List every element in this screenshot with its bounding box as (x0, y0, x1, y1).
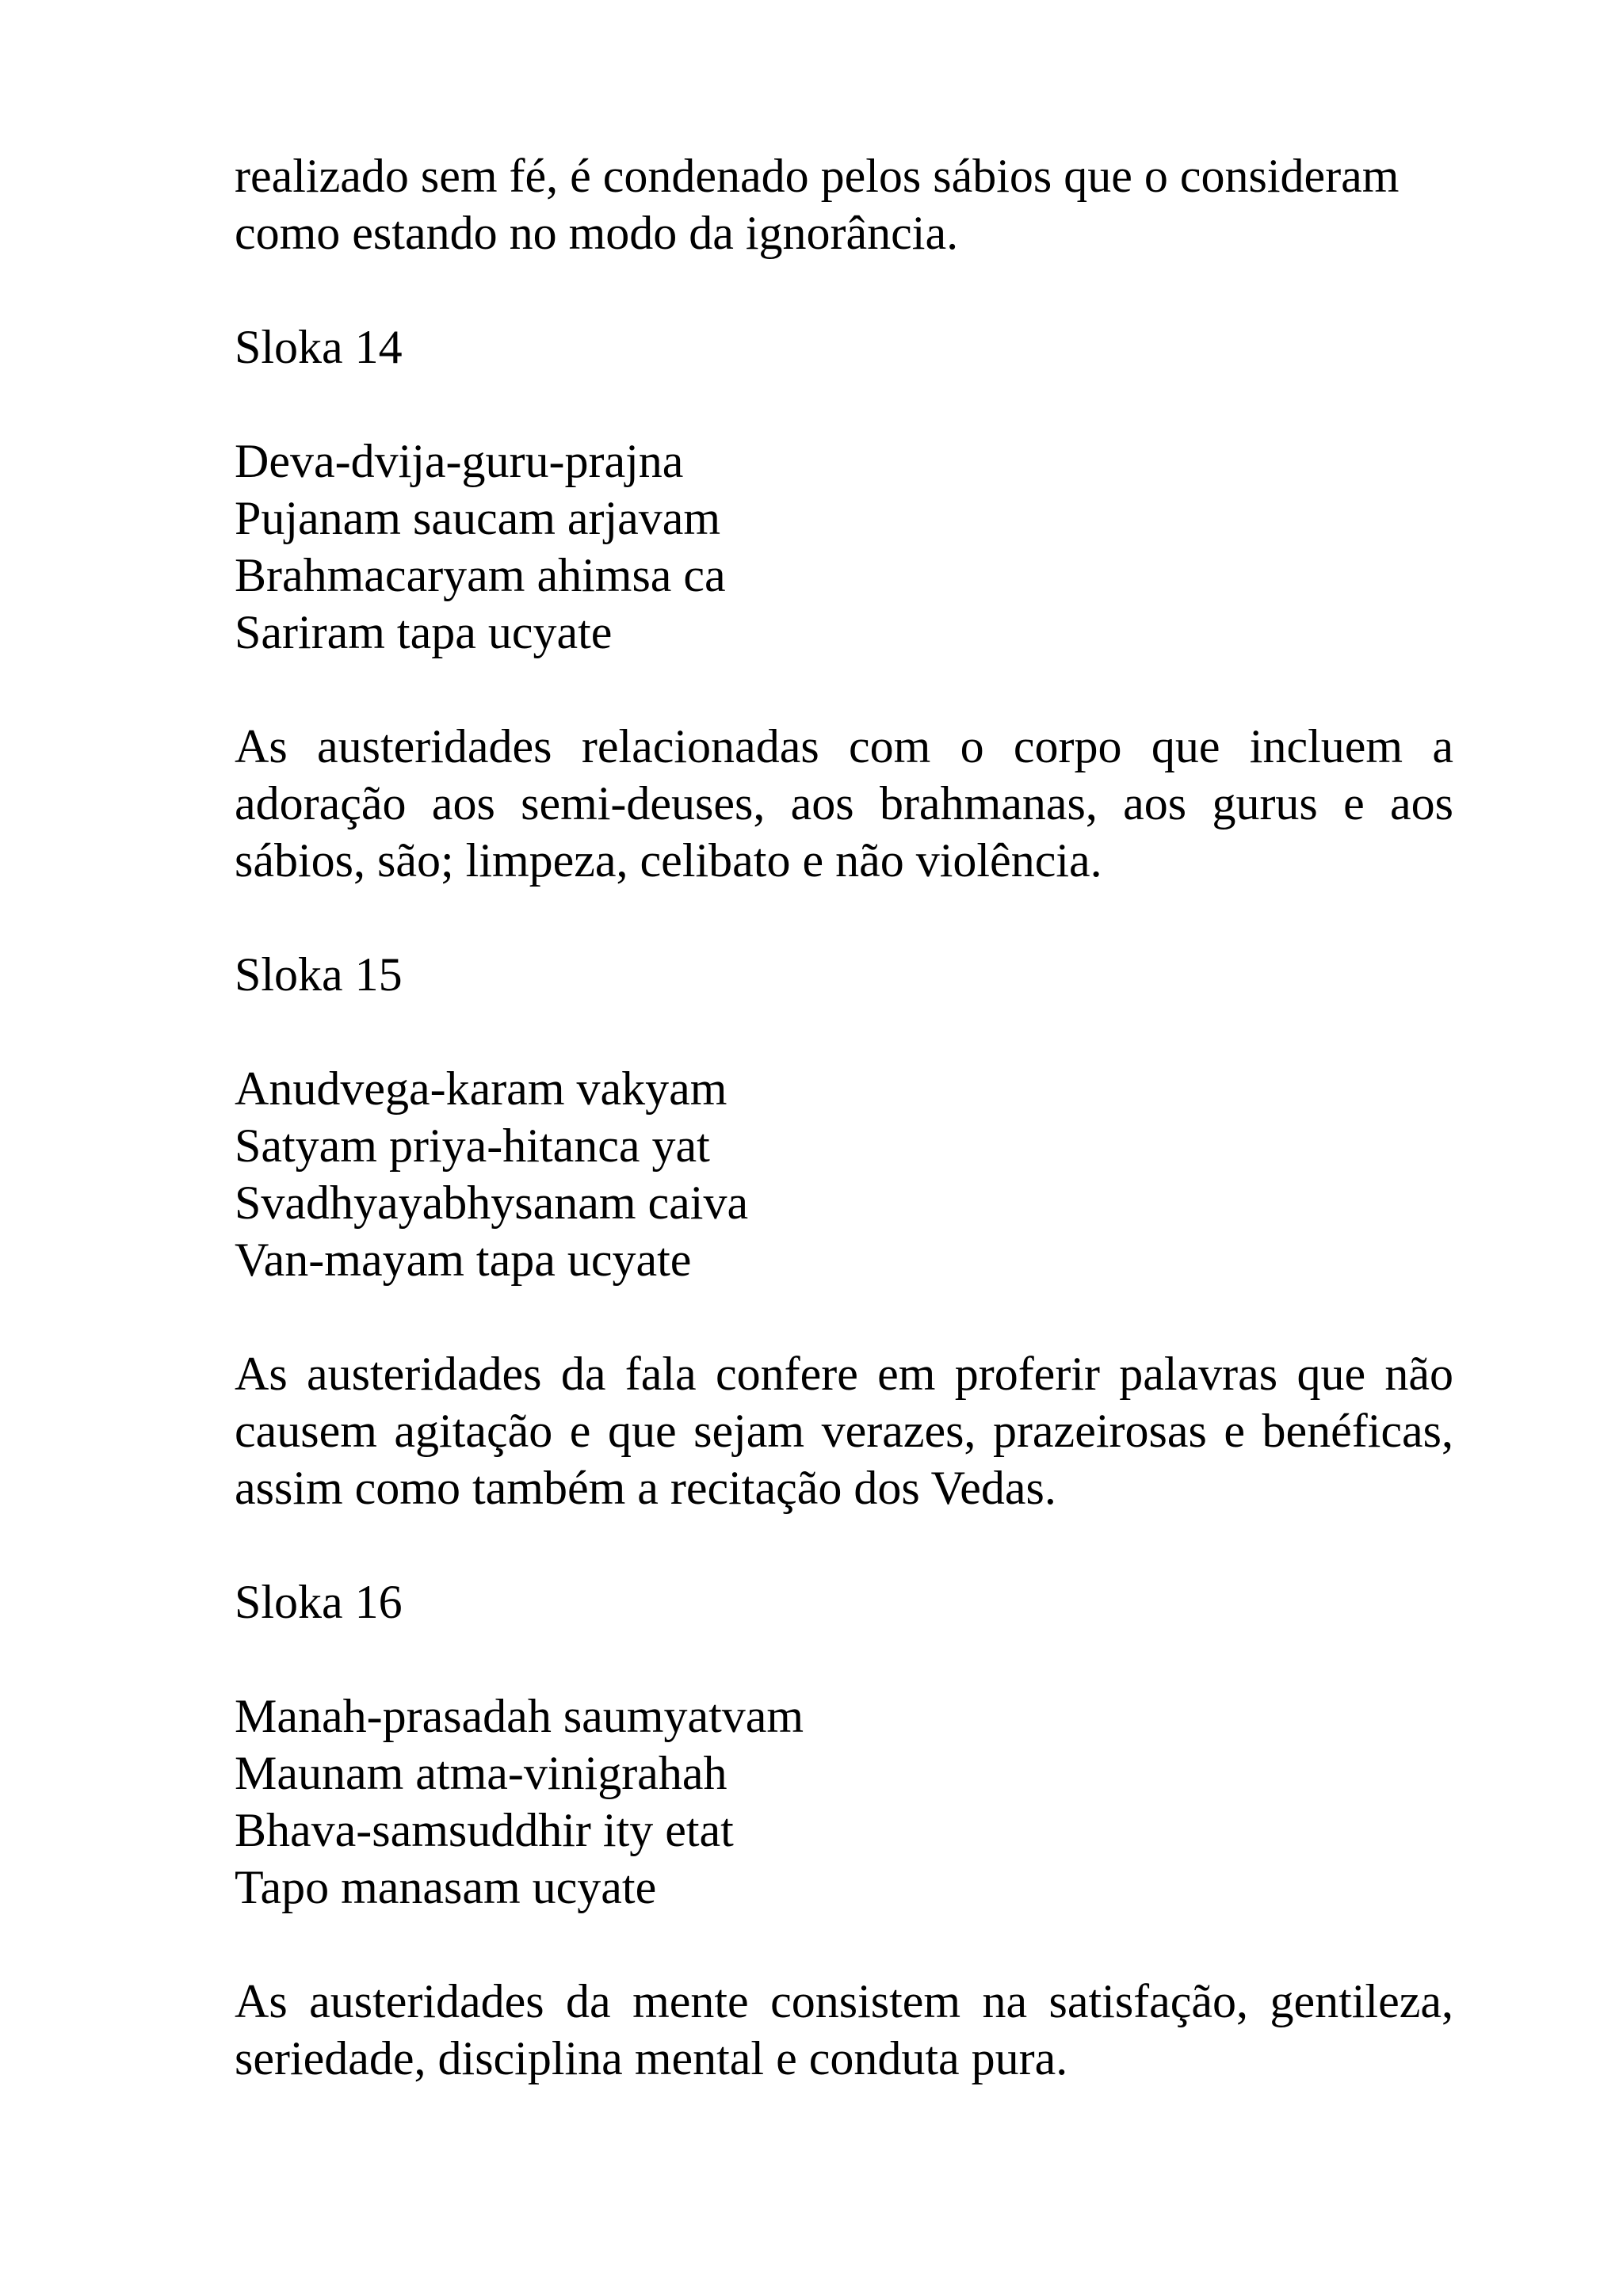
sloka-16-verse-line: Bhava-samsuddhir ity etat (235, 1804, 734, 1856)
spacer (235, 1630, 1453, 1688)
sloka-14-heading: Sloka 14 (235, 321, 403, 373)
spacer (235, 1916, 1453, 1973)
sloka-14-verse-line: Pujanam saucam arjavam (235, 492, 721, 544)
spacer (235, 261, 1453, 318)
sloka-14-verse-line: Deva-dvija-guru-prajna (235, 435, 684, 487)
spacer (235, 1288, 1453, 1345)
sloka-16-verse-line: Manah-prasadah saumyatvam (235, 1690, 804, 1742)
intro-line-2: como estando no modo da ignorância. (235, 207, 959, 259)
spacer (235, 661, 1453, 718)
spacer (235, 889, 1453, 946)
sloka-15-verse-line: Satyam priya-hitanca yat (235, 1119, 710, 1172)
sloka-15-heading: Sloka 15 (235, 948, 403, 1001)
intro-line-1: realizado sem fé, é condenado pelos sábios que o consideram (235, 150, 1400, 202)
sloka-15-translation: As austeridades da fala confere em proferir palavras que não causem agitação e que sejam verazes, prazeirosas e benéficas, assim como também a recitação dos Vedas. (235, 1348, 1453, 1514)
spacer (235, 1003, 1453, 1060)
sloka-15-verse-line: Svadhyayabhysanam caiva (235, 1177, 749, 1229)
spacer (235, 1516, 1453, 1573)
sloka-16-verse-line: Maunam atma-vinigrahah (235, 1747, 727, 1799)
sloka-14-translation: As austeridades relacionadas com o corpo que incluem a adoração aos semi-deuses, aos brahmanas, aos gurus e aos sábios, são; limpeza, celibato e não violência. (235, 720, 1453, 887)
sloka-15-verse-line: Anudvega-karam vakyam (235, 1062, 727, 1115)
sloka-16-translation: As austeridades da mente consistem na satisfação, gentileza, seriedade, disciplina mental e conduta pura. (235, 1975, 1453, 2084)
spacer (235, 376, 1453, 433)
sloka-16-verse-line: Tapo manasam ucyate (235, 1861, 657, 1913)
sloka-14-verse-line: Brahmacaryam ahimsa ca (235, 549, 726, 601)
sloka-16-heading: Sloka 16 (235, 1576, 403, 1628)
sloka-14-verse-line: Sariram tapa ucyate (235, 606, 613, 658)
sloka-15-verse-line: Van-mayam tapa ucyate (235, 1234, 692, 1286)
document-page (235, 147, 1453, 2087)
